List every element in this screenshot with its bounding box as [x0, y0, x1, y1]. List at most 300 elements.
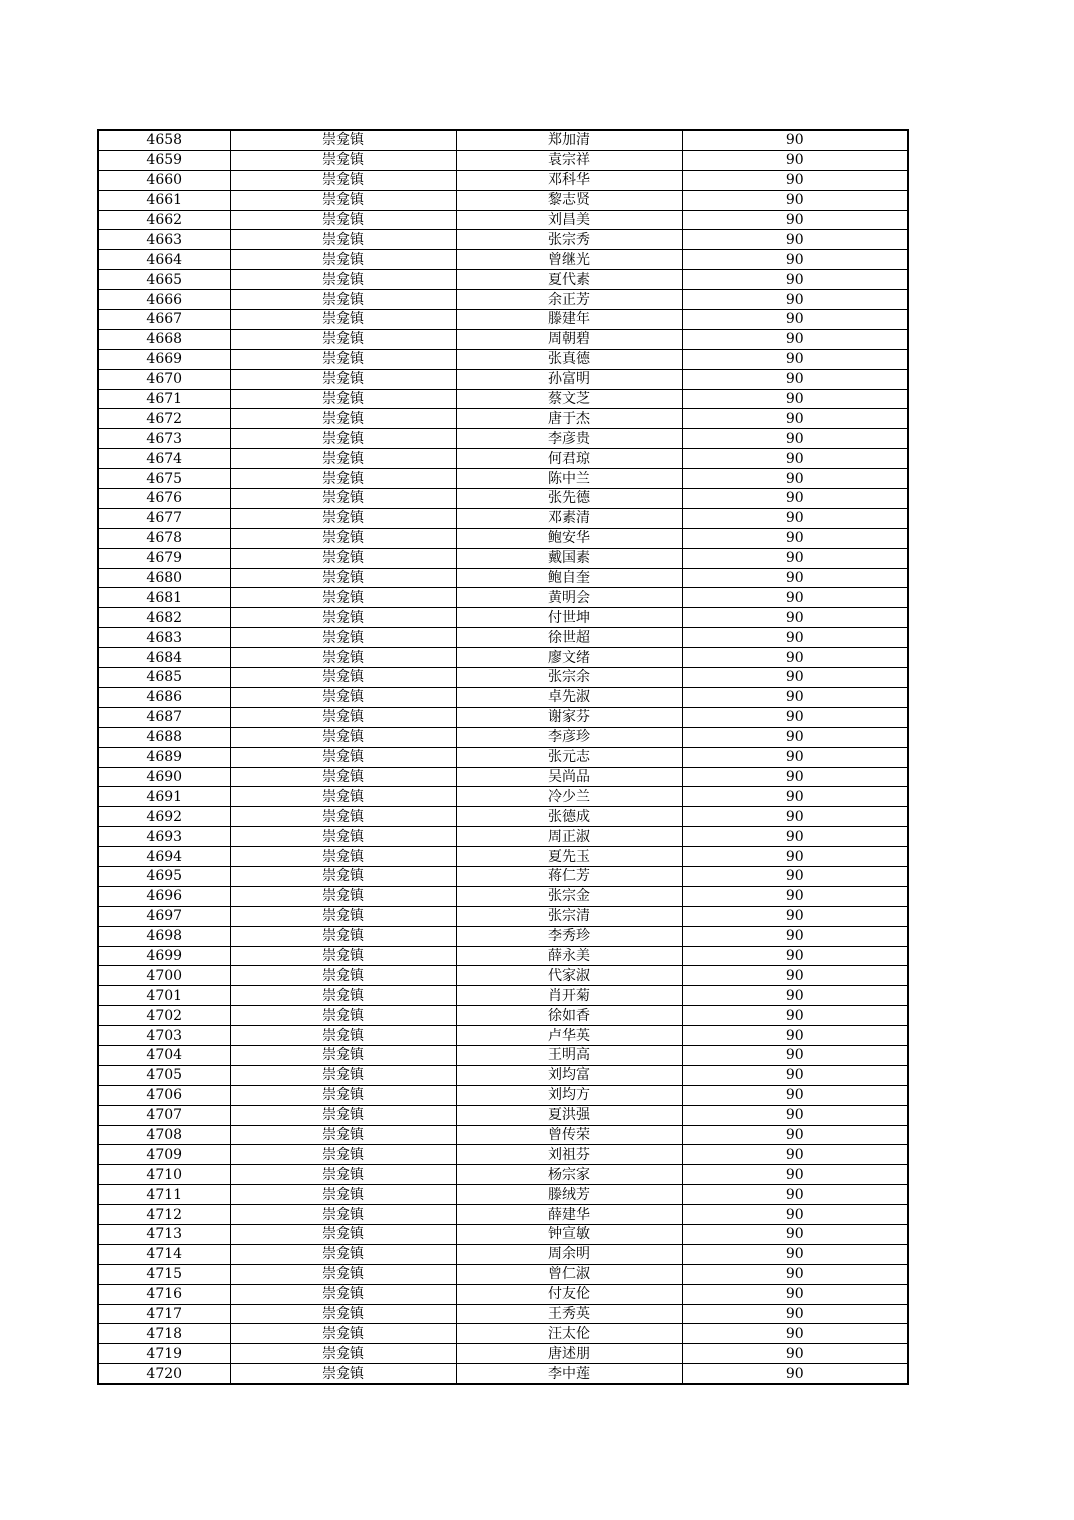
cell-serial-number: 4681 [98, 588, 230, 608]
cell-name: 张宗清 [456, 906, 682, 926]
cell-amount: 90 [682, 389, 908, 409]
cell-amount: 90 [682, 1145, 908, 1165]
table-row [98, 130, 908, 150]
table-row [98, 349, 908, 369]
cell-amount: 90 [682, 628, 908, 648]
table-row [98, 449, 908, 469]
cell-town: 崇龛镇 [230, 767, 456, 787]
cell-serial-number: 4715 [98, 1264, 230, 1284]
cell-name: 徐如香 [456, 1006, 682, 1026]
cell-serial-number: 4684 [98, 648, 230, 668]
cell-serial-number: 4676 [98, 489, 230, 509]
cell-amount: 90 [682, 707, 908, 727]
table-row [98, 508, 908, 528]
table-row [98, 1264, 908, 1284]
cell-amount: 90 [682, 1324, 908, 1344]
cell-serial-number: 4717 [98, 1304, 230, 1324]
cell-name: 肖开菊 [456, 986, 682, 1006]
cell-town: 崇龛镇 [230, 1224, 456, 1244]
cell-serial-number: 4694 [98, 847, 230, 867]
cell-town: 崇龛镇 [230, 230, 456, 250]
cell-amount: 90 [682, 847, 908, 867]
cell-name: 李彦珍 [456, 727, 682, 747]
table-row [98, 827, 908, 847]
cell-town: 崇龛镇 [230, 489, 456, 509]
cell-name: 刘均富 [456, 1065, 682, 1085]
cell-amount: 90 [682, 727, 908, 747]
cell-town: 崇龛镇 [230, 787, 456, 807]
cell-amount: 90 [682, 1244, 908, 1264]
table-row [98, 548, 908, 568]
cell-serial-number: 4705 [98, 1065, 230, 1085]
table-body [98, 130, 908, 1384]
cell-name: 代家淑 [456, 966, 682, 986]
cell-amount: 90 [682, 767, 908, 787]
table-row [98, 1284, 908, 1304]
cell-town: 崇龛镇 [230, 966, 456, 986]
cell-amount: 90 [682, 588, 908, 608]
cell-town: 崇龛镇 [230, 270, 456, 290]
cell-name: 张宗金 [456, 886, 682, 906]
cell-amount: 90 [682, 1125, 908, 1145]
cell-serial-number: 4686 [98, 687, 230, 707]
cell-name: 唐于杰 [456, 409, 682, 429]
cell-town: 崇龛镇 [230, 906, 456, 926]
table-row [98, 1344, 908, 1364]
cell-serial-number: 4713 [98, 1224, 230, 1244]
table-row [98, 747, 908, 767]
table-row [98, 767, 908, 787]
cell-name: 薛建华 [456, 1205, 682, 1225]
cell-amount: 90 [682, 807, 908, 827]
data-table [97, 129, 909, 1385]
cell-amount: 90 [682, 290, 908, 310]
cell-town: 崇龛镇 [230, 1324, 456, 1344]
cell-name: 张先德 [456, 489, 682, 509]
cell-town: 崇龛镇 [230, 310, 456, 330]
table-row [98, 429, 908, 449]
cell-amount: 90 [682, 608, 908, 628]
cell-town: 崇龛镇 [230, 1264, 456, 1284]
table-row [98, 1065, 908, 1085]
cell-town: 崇龛镇 [230, 429, 456, 449]
table-row [98, 270, 908, 290]
cell-amount: 90 [682, 250, 908, 270]
table-row [98, 1304, 908, 1324]
cell-town: 崇龛镇 [230, 1065, 456, 1085]
cell-amount: 90 [682, 946, 908, 966]
cell-town: 崇龛镇 [230, 926, 456, 946]
cell-town: 崇龛镇 [230, 1026, 456, 1046]
table-row [98, 648, 908, 668]
cell-name: 杨宗家 [456, 1165, 682, 1185]
cell-amount: 90 [682, 1085, 908, 1105]
cell-amount: 90 [682, 190, 908, 210]
cell-name: 戴国素 [456, 548, 682, 568]
cell-serial-number: 4677 [98, 508, 230, 528]
cell-amount: 90 [682, 449, 908, 469]
cell-town: 崇龛镇 [230, 508, 456, 528]
table-row [98, 150, 908, 170]
cell-name: 蔡文芝 [456, 389, 682, 409]
cell-amount: 90 [682, 1065, 908, 1085]
table-row [98, 687, 908, 707]
cell-serial-number: 4680 [98, 568, 230, 588]
cell-name: 薛永美 [456, 946, 682, 966]
cell-amount: 90 [682, 926, 908, 946]
cell-amount: 90 [682, 966, 908, 986]
cell-amount: 90 [682, 827, 908, 847]
cell-name: 冷少兰 [456, 787, 682, 807]
cell-town: 崇龛镇 [230, 170, 456, 190]
cell-name: 汪太伦 [456, 1324, 682, 1344]
cell-amount: 90 [682, 429, 908, 449]
cell-amount: 90 [682, 1344, 908, 1364]
table-row [98, 807, 908, 827]
cell-serial-number: 4663 [98, 230, 230, 250]
cell-name: 周朝碧 [456, 329, 682, 349]
cell-town: 崇龛镇 [230, 548, 456, 568]
cell-town: 崇龛镇 [230, 290, 456, 310]
cell-town: 崇龛镇 [230, 250, 456, 270]
cell-town: 崇龛镇 [230, 369, 456, 389]
cell-serial-number: 4661 [98, 190, 230, 210]
cell-serial-number: 4687 [98, 707, 230, 727]
cell-town: 崇龛镇 [230, 807, 456, 827]
cell-town: 崇龛镇 [230, 1344, 456, 1364]
cell-town: 崇龛镇 [230, 1304, 456, 1324]
cell-amount: 90 [682, 489, 908, 509]
table-row [98, 727, 908, 747]
cell-amount: 90 [682, 1165, 908, 1185]
cell-serial-number: 4711 [98, 1185, 230, 1205]
cell-serial-number: 4716 [98, 1284, 230, 1304]
cell-serial-number: 4714 [98, 1244, 230, 1264]
cell-serial-number: 4672 [98, 409, 230, 429]
table-row [98, 1185, 908, 1205]
table-row [98, 966, 908, 986]
table-row [98, 1006, 908, 1026]
cell-name: 张真德 [456, 349, 682, 369]
table-row [98, 886, 908, 906]
cell-name: 蒋仁芳 [456, 866, 682, 886]
cell-town: 崇龛镇 [230, 866, 456, 886]
cell-amount: 90 [682, 648, 908, 668]
table-row [98, 1165, 908, 1185]
cell-serial-number: 4673 [98, 429, 230, 449]
cell-serial-number: 4658 [98, 130, 230, 150]
cell-name: 刘祖芬 [456, 1145, 682, 1165]
cell-town: 崇龛镇 [230, 986, 456, 1006]
cell-town: 崇龛镇 [230, 1284, 456, 1304]
cell-amount: 90 [682, 866, 908, 886]
table-row [98, 1145, 908, 1165]
cell-amount: 90 [682, 787, 908, 807]
cell-name: 卓先淑 [456, 687, 682, 707]
cell-serial-number: 4690 [98, 767, 230, 787]
cell-amount: 90 [682, 548, 908, 568]
cell-town: 崇龛镇 [230, 747, 456, 767]
cell-name: 刘均方 [456, 1085, 682, 1105]
table-row [98, 568, 908, 588]
cell-name: 郑加清 [456, 130, 682, 150]
cell-town: 崇龛镇 [230, 1364, 456, 1384]
cell-amount: 90 [682, 1304, 908, 1324]
table-row [98, 1105, 908, 1125]
cell-amount: 90 [682, 1006, 908, 1026]
cell-town: 崇龛镇 [230, 648, 456, 668]
cell-town: 崇龛镇 [230, 886, 456, 906]
table-row [98, 1026, 908, 1046]
cell-name: 邓科华 [456, 170, 682, 190]
cell-serial-number: 4666 [98, 290, 230, 310]
cell-amount: 90 [682, 747, 908, 767]
cell-amount: 90 [682, 568, 908, 588]
cell-name: 何君琼 [456, 449, 682, 469]
cell-name: 徐世超 [456, 628, 682, 648]
cell-serial-number: 4664 [98, 250, 230, 270]
table-row [98, 528, 908, 548]
cell-name: 卢华英 [456, 1026, 682, 1046]
cell-amount: 90 [682, 1264, 908, 1284]
table-row [98, 1324, 908, 1344]
table-row [98, 250, 908, 270]
cell-serial-number: 4674 [98, 449, 230, 469]
cell-town: 崇龛镇 [230, 349, 456, 369]
cell-serial-number: 4707 [98, 1105, 230, 1125]
table-row [98, 926, 908, 946]
cell-serial-number: 4688 [98, 727, 230, 747]
cell-name: 夏代素 [456, 270, 682, 290]
cell-amount: 90 [682, 1026, 908, 1046]
table-row [98, 1045, 908, 1065]
cell-name: 王秀英 [456, 1304, 682, 1324]
table-row [98, 210, 908, 230]
table-row [98, 1205, 908, 1225]
cell-amount: 90 [682, 668, 908, 688]
cell-serial-number: 4718 [98, 1324, 230, 1344]
cell-serial-number: 4696 [98, 886, 230, 906]
cell-serial-number: 4695 [98, 866, 230, 886]
table-row [98, 1224, 908, 1244]
table-row [98, 409, 908, 429]
cell-name: 张宗秀 [456, 230, 682, 250]
cell-name: 付友伦 [456, 1284, 682, 1304]
cell-serial-number: 4700 [98, 966, 230, 986]
cell-town: 崇龛镇 [230, 1165, 456, 1185]
cell-name: 张元志 [456, 747, 682, 767]
cell-serial-number: 4679 [98, 548, 230, 568]
table-row [98, 389, 908, 409]
cell-town: 崇龛镇 [230, 668, 456, 688]
cell-serial-number: 4712 [98, 1205, 230, 1225]
table-row [98, 369, 908, 389]
cell-town: 崇龛镇 [230, 827, 456, 847]
cell-name: 付世坤 [456, 608, 682, 628]
cell-amount: 90 [682, 170, 908, 190]
cell-amount: 90 [682, 270, 908, 290]
table-row [98, 628, 908, 648]
table-row [98, 707, 908, 727]
table-row [98, 866, 908, 886]
cell-name: 滕建年 [456, 310, 682, 330]
cell-town: 崇龛镇 [230, 1045, 456, 1065]
cell-amount: 90 [682, 687, 908, 707]
cell-town: 崇龛镇 [230, 608, 456, 628]
table-row [98, 986, 908, 1006]
cell-serial-number: 4704 [98, 1045, 230, 1065]
cell-serial-number: 4689 [98, 747, 230, 767]
cell-name: 孙富明 [456, 369, 682, 389]
cell-name: 袁宗祥 [456, 150, 682, 170]
cell-amount: 90 [682, 1185, 908, 1205]
cell-town: 崇龛镇 [230, 409, 456, 429]
table-row [98, 847, 908, 867]
cell-serial-number: 4708 [98, 1125, 230, 1145]
cell-amount: 90 [682, 130, 908, 150]
cell-name: 王明高 [456, 1045, 682, 1065]
cell-amount: 90 [682, 349, 908, 369]
table-row [98, 1125, 908, 1145]
cell-amount: 90 [682, 469, 908, 489]
cell-town: 崇龛镇 [230, 210, 456, 230]
table-row [98, 588, 908, 608]
cell-name: 谢家芬 [456, 707, 682, 727]
cell-amount: 90 [682, 310, 908, 330]
cell-serial-number: 4670 [98, 369, 230, 389]
cell-serial-number: 4706 [98, 1085, 230, 1105]
cell-name: 钟宣敏 [456, 1224, 682, 1244]
cell-town: 崇龛镇 [230, 1185, 456, 1205]
cell-name: 鲍安华 [456, 528, 682, 548]
cell-serial-number: 4701 [98, 986, 230, 1006]
cell-serial-number: 4709 [98, 1145, 230, 1165]
cell-serial-number: 4683 [98, 628, 230, 648]
cell-serial-number: 4693 [98, 827, 230, 847]
cell-serial-number: 4691 [98, 787, 230, 807]
cell-town: 崇龛镇 [230, 568, 456, 588]
cell-name: 张宗余 [456, 668, 682, 688]
cell-town: 崇龛镇 [230, 628, 456, 648]
cell-amount: 90 [682, 1205, 908, 1225]
cell-town: 崇龛镇 [230, 727, 456, 747]
cell-serial-number: 4662 [98, 210, 230, 230]
cell-serial-number: 4698 [98, 926, 230, 946]
cell-name: 张德成 [456, 807, 682, 827]
table-row [98, 170, 908, 190]
cell-amount: 90 [682, 986, 908, 1006]
cell-amount: 90 [682, 1045, 908, 1065]
table-row [98, 290, 908, 310]
cell-name: 滕绒芳 [456, 1185, 682, 1205]
cell-amount: 90 [682, 528, 908, 548]
cell-amount: 90 [682, 886, 908, 906]
cell-town: 崇龛镇 [230, 1125, 456, 1145]
cell-town: 崇龛镇 [230, 190, 456, 210]
cell-name: 余正芳 [456, 290, 682, 310]
table-row [98, 946, 908, 966]
cell-serial-number: 4702 [98, 1006, 230, 1026]
cell-serial-number: 4668 [98, 329, 230, 349]
cell-name: 曾仁淑 [456, 1264, 682, 1284]
cell-name: 李秀珍 [456, 926, 682, 946]
cell-town: 崇龛镇 [230, 329, 456, 349]
cell-name: 廖文绪 [456, 648, 682, 668]
cell-amount: 90 [682, 150, 908, 170]
table-row [98, 489, 908, 509]
cell-town: 崇龛镇 [230, 946, 456, 966]
table-row [98, 1244, 908, 1264]
cell-serial-number: 4685 [98, 668, 230, 688]
cell-amount: 90 [682, 906, 908, 926]
cell-name: 邓素清 [456, 508, 682, 528]
table-row [98, 1364, 908, 1384]
cell-amount: 90 [682, 210, 908, 230]
cell-town: 崇龛镇 [230, 588, 456, 608]
cell-serial-number: 4665 [98, 270, 230, 290]
cell-serial-number: 4675 [98, 469, 230, 489]
cell-town: 崇龛镇 [230, 130, 456, 150]
cell-name: 曾传荣 [456, 1125, 682, 1145]
cell-amount: 90 [682, 1364, 908, 1384]
cell-name: 刘昌美 [456, 210, 682, 230]
cell-town: 崇龛镇 [230, 150, 456, 170]
table-row [98, 329, 908, 349]
cell-name: 鲍自奎 [456, 568, 682, 588]
cell-amount: 90 [682, 1224, 908, 1244]
cell-amount: 90 [682, 1284, 908, 1304]
cell-name: 黄明会 [456, 588, 682, 608]
table-row [98, 668, 908, 688]
cell-name: 李中莲 [456, 1364, 682, 1384]
table-row [98, 469, 908, 489]
cell-name: 周正淑 [456, 827, 682, 847]
table-row [98, 608, 908, 628]
cell-town: 崇龛镇 [230, 528, 456, 548]
cell-name: 唐述朋 [456, 1344, 682, 1364]
cell-town: 崇龛镇 [230, 1105, 456, 1125]
table-row [98, 906, 908, 926]
cell-town: 崇龛镇 [230, 687, 456, 707]
cell-town: 崇龛镇 [230, 1006, 456, 1026]
cell-serial-number: 4671 [98, 389, 230, 409]
cell-town: 崇龛镇 [230, 449, 456, 469]
cell-name: 黎志贤 [456, 190, 682, 210]
cell-serial-number: 4697 [98, 906, 230, 926]
cell-town: 崇龛镇 [230, 707, 456, 727]
cell-serial-number: 4678 [98, 528, 230, 548]
cell-serial-number: 4692 [98, 807, 230, 827]
cell-town: 崇龛镇 [230, 1145, 456, 1165]
cell-town: 崇龛镇 [230, 1085, 456, 1105]
cell-serial-number: 4699 [98, 946, 230, 966]
cell-amount: 90 [682, 329, 908, 349]
cell-name: 李彦贵 [456, 429, 682, 449]
cell-serial-number: 4667 [98, 310, 230, 330]
cell-name: 夏先玉 [456, 847, 682, 867]
cell-serial-number: 4669 [98, 349, 230, 369]
cell-town: 崇龛镇 [230, 469, 456, 489]
cell-amount: 90 [682, 508, 908, 528]
cell-town: 崇龛镇 [230, 1244, 456, 1264]
cell-amount: 90 [682, 1105, 908, 1125]
cell-serial-number: 4703 [98, 1026, 230, 1046]
cell-serial-number: 4659 [98, 150, 230, 170]
cell-name: 夏洪强 [456, 1105, 682, 1125]
cell-town: 崇龛镇 [230, 1205, 456, 1225]
cell-name: 曾继光 [456, 250, 682, 270]
cell-serial-number: 4660 [98, 170, 230, 190]
